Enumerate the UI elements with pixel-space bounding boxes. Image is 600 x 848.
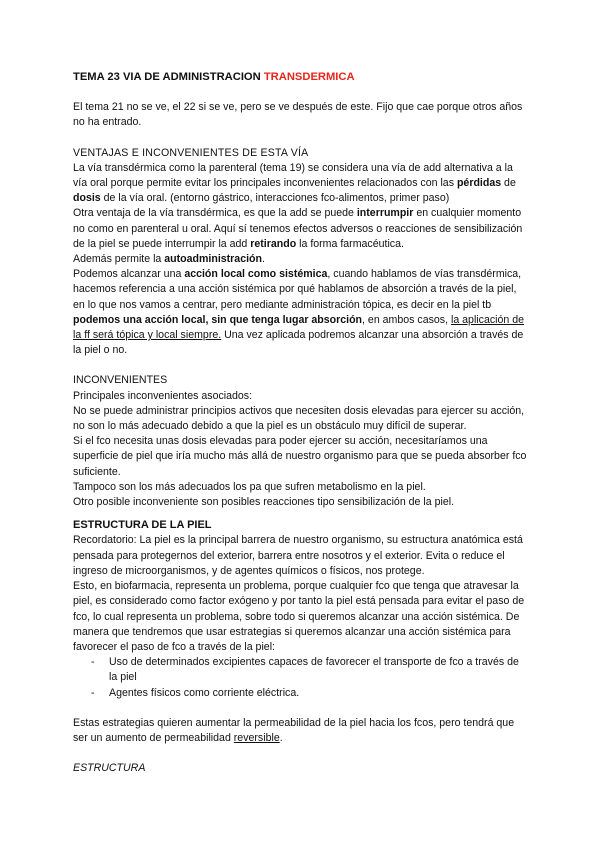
intro-paragraph: El tema 21 no se ve, el 22 si se ve, pero se ve después de este. Fijo que cae porque otros años no ha entrado.: [73, 101, 523, 129]
inconvenientes-line-5: Otro posible inconveniente son posibles reacciones tipo sensibilización de la piel.: [73, 496, 455, 509]
document-title: [73, 70, 528, 85]
ventajas-paragraph-3: Además permite la autoadministración.: [73, 253, 265, 266]
estructura-heading: ESTRUCTURA DE LA PIEL: [73, 519, 212, 532]
estructura-subheading: ESTRUCTURA: [73, 762, 146, 775]
estructura-paragraph-2: Esto, en biofarmacia, representa un problema, porque cualquier fco que tenga que atravesar la piel, es considerado como factor exógeno y por tanto la piel está pensada para evitar el paso de fco, lo cual representa un problema, sobre todo si queremos alcanzar una acción sistémica. De manera que tendremos que usar estrategias si queremos alcanzar una acción sistémica para favorecer el paso de fco a través de la piel:: [73, 580, 525, 653]
list-item: - Agentes físicos como corriente eléctrica.: [91, 686, 528, 701]
title-highlight: TRANSDERMICA: [263, 71, 355, 83]
title-prefix: TEMA 23 VIA DE ADMINISTRACION: [73, 71, 264, 83]
ventajas-paragraph-4: Podemos alcanzar una acción local como sistémica, cuando hablamos de vías transdérmica, hacemos referencia a una acción sistémica por qué hablamos de absorción a través de la piel, en lo que nos vamos a centrar, pero mediante administración tópica, es decir en la piel tb podemos una acción local, sin que tenga lugar absorción, en ambos casos, la aplicación de la ff será tópica y local siempre. Una vez aplicada podremos alcanzar una absorción a través de la piel o no.: [73, 268, 524, 357]
estructura-paragraph-1: Recordatorio: La piel es la principal barrera de nuestro organismo, su estructura anatómica está pensada para protegernos del exterior, barrera entre nosotros y el exterior. Evita o reduce el ingreso de microorganismos, y de agentes químicos o físicos, nos protege.: [73, 534, 523, 577]
estructura-paragraph-3: Estas estrategias quieren aumentar la permeabilidad de la piel hacia los fcos, pero tendrá que ser un aumento de permeabilidad reversible.: [73, 716, 515, 744]
inconvenientes-line-1: Principales inconvenientes asociados:: [73, 389, 253, 402]
inconvenientes-line-4: Tampoco son los más adecuados los pa que sufren metabolismo en la piel.: [73, 480, 426, 493]
ventajas-paragraph-2: Otra ventaja de la vía transdérmica, es que la add se puede interrumpir en cualquier momento no como en parenteral u oral. Aquí sí tenemos efectos adversos o reacciones de sensibilización de la piel se puede interrumpir la add retirando la forma farmacéutica.: [73, 207, 523, 250]
inconvenientes-line-2: No se puede administrar principios activos que necesiten dosis elevadas para ejercer su acción, no son lo más adecuado debido a que la piel es un obstáculo muy difícil de superar.: [73, 404, 525, 433]
estrategias-list: [73, 655, 528, 701]
inconvenientes-heading: INCONVENIENTES: [73, 374, 168, 387]
document-page: [73, 68, 528, 776]
list-item: - Uso de determinados excipientes capaces de favorecer el transporte de fco a través de la piel: [91, 655, 528, 685]
ventajas-heading: VENTAJAS E INCONVENIENTES DE ESTA VÍA: [73, 146, 309, 159]
inconvenientes-line-3: Si el fco necesita unas dosis elevadas para poder ejercer su acción, necesitaríamos una superficie de piel que iría mucho más allá de nuestro organismo para que se pueda absorber fco suficiente.: [73, 435, 527, 478]
ventajas-paragraph-1: La vía transdérmica como la parenteral (tema 19) se considera una vía de add alternativa a la vía oral porque permite evitar los principales inconvenientes relacionados con las pérdidas de dosis de la vía oral. (entorno gástrico, interacciones fco-alimentos, primer paso): [73, 161, 516, 205]
